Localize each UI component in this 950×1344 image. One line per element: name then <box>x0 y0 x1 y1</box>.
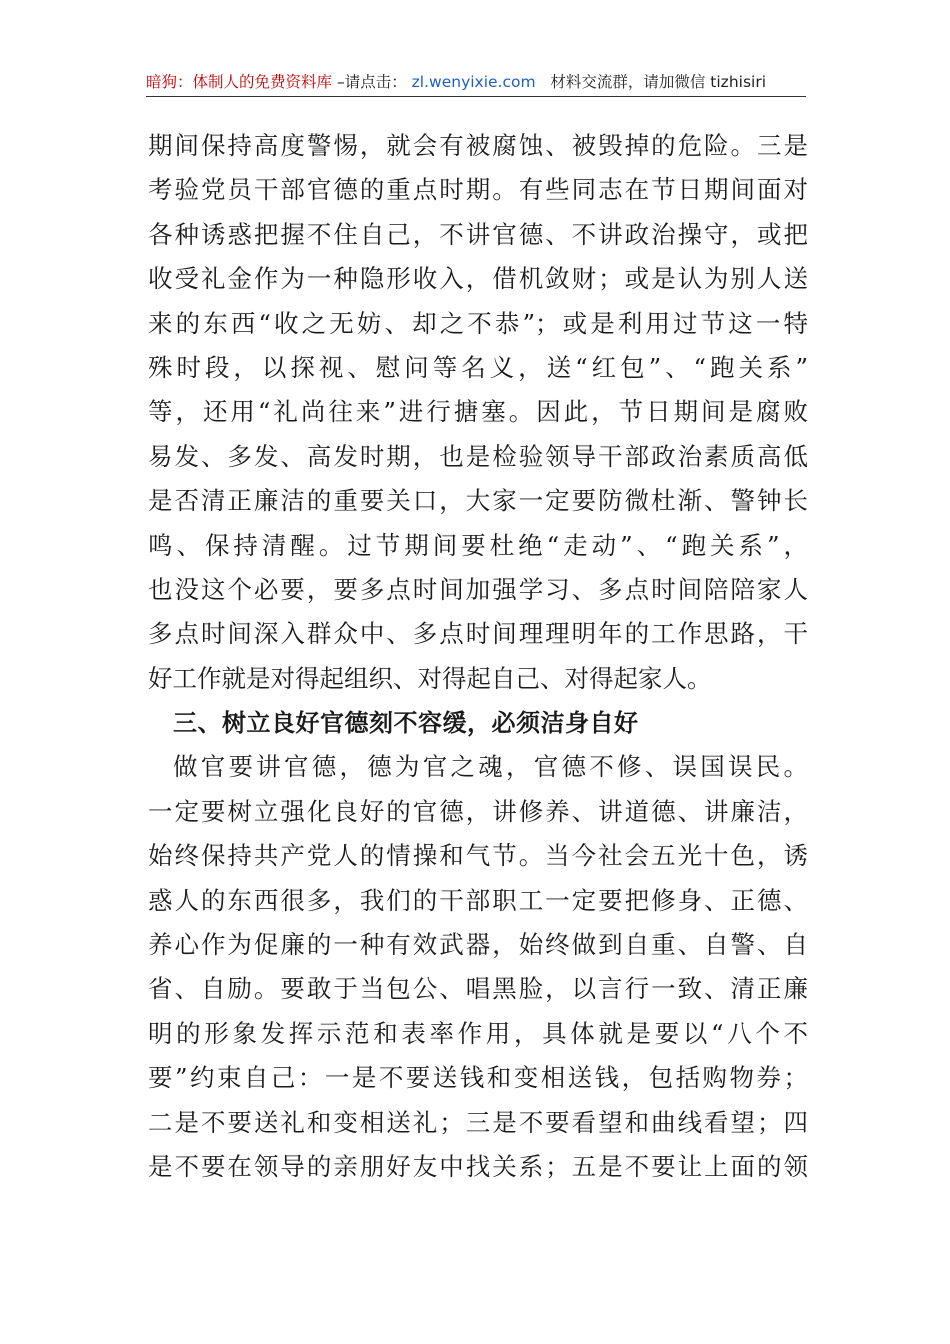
header-click-prompt: –请点击： <box>336 73 407 91</box>
text-line: 来的东西“收之无妨、却之不恭”；或是利用过节这一特 <box>148 308 808 338</box>
text-line: 考验党员干部官德的重点时期。有些同志在节日期间面对 <box>148 175 808 205</box>
header-brand: 暗狗：体制人的免费资料库 <box>146 73 333 91</box>
text-line: 期间保持高度警惕，就会有被腐蚀、被毁掉的危险。三是 <box>148 131 808 160</box>
text-line: 多点时间深入群众中、多点时间理理明年的工作思路，干 <box>148 619 808 649</box>
text-line: 是不要在领导的亲朋好友中找关系；五是不要让上面的领 <box>148 1151 808 1181</box>
text-line: 是否清正廉洁的重要关口，大家一定要防微杜渐、警钟长 <box>148 486 808 516</box>
text-line: 明的形象发挥示范和表率作用，具体就是要以“八个不 <box>148 1018 808 1048</box>
document-body <box>148 124 808 1189</box>
text-line: 始终保持共产党人的情操和气节。当今社会五光十色，诱 <box>148 841 808 871</box>
text-line: 养心作为促廉的一种有效武器，始终做到自重、自警、自 <box>148 930 808 960</box>
header-url-link[interactable]: zl.wenyixie.com <box>411 73 536 91</box>
text-line: 鸣、保持清醒。过节期间要杜绝“走动”、“跑关系”， <box>148 530 808 560</box>
text-line: 做官要讲官德，德为官之魂，官德不修、误国误民。 <box>173 752 808 782</box>
text-line: 要”约束自己：一是不要送钱和变相送钱，包括购物券； <box>148 1063 808 1093</box>
text-line: 等，还用“礼尚往来”进行搪塞。因此，节日期间是腐败 <box>148 397 808 427</box>
paragraph-1 <box>148 124 808 701</box>
text-line: 各种诱惑把握不住自己，不讲官德、不讲政治操守，或把 <box>148 219 808 249</box>
text-line: 一定要树立强化良好的官德，讲修养、讲道德、讲廉洁， <box>148 796 808 826</box>
text-line: 收受礼金作为一种隐形收入，借机敛财；或是认为别人送 <box>148 264 808 294</box>
text-line: 易发、多发、高发时期，也是检验领导干部政治素质高低 <box>148 441 808 471</box>
header-divider <box>146 96 806 97</box>
text-line: 也没这个必要，要多点时间加强学习、多点时间陪陪家人 <box>148 574 808 604</box>
section-heading: 三、树立良好官德刻不容缓，必须洁身自好 <box>173 709 639 738</box>
text-line: 省、自励。要敢于当包公、唱黑脸，以言行一致、清正廉 <box>148 974 808 1004</box>
page-header <box>146 68 806 96</box>
text-line: 好工作就是对得起组织、对得起自己、对得起家人。 <box>148 663 712 693</box>
header-wechat-note: 材料交流群，请加微信 tizhisiri <box>550 73 767 91</box>
text-line: 惑人的东西很多，我们的干部职工一定要把修身、正德、 <box>148 885 808 915</box>
paragraph-2 <box>148 745 808 1189</box>
text-line: 殊时段，以探视、慰问等名义，送“红包”、“跑关系” <box>148 352 808 382</box>
text-line: 二是不要送礼和变相送礼；三是不要看望和曲线看望；四 <box>148 1107 808 1137</box>
